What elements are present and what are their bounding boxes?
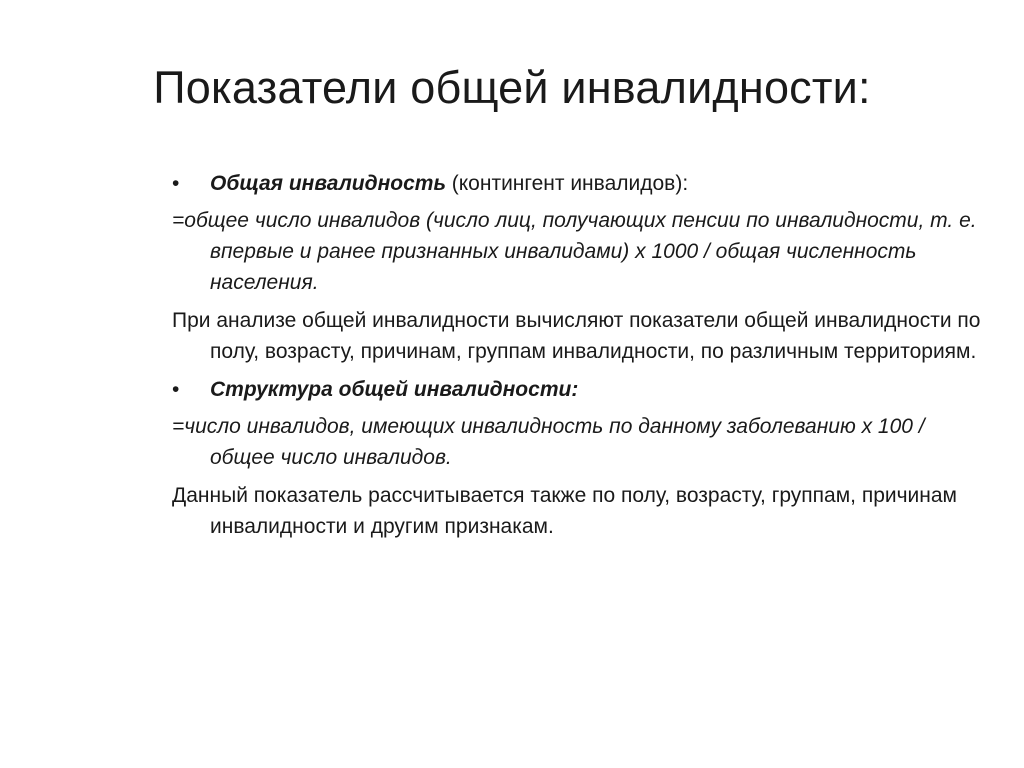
formula-structure: =число инвалидов, имеющих инвалидность по данному заболеванию х 100 / общее число инвалидов. bbox=[172, 415, 925, 469]
slide-title: Показатели общей инвалидности: bbox=[153, 62, 871, 113]
slide-content bbox=[172, 168, 992, 549]
formula-general-disability: =общее число инвалидов (число лиц, получающих пенсии по инвалидности, т. е. впервые и ранее признанных инвалидами) х 1000 / общая численность населения. bbox=[172, 209, 977, 294]
bullet-icon: • bbox=[172, 172, 180, 195]
paragraph-structure-note: Данный показатель рассчитывается также по полу, возрасту, группам, причинам инвалидности и другим признакам. bbox=[172, 484, 957, 538]
bullet-icon: • bbox=[172, 378, 180, 401]
term-general-disability-note: (контингент инвалидов): bbox=[445, 172, 689, 195]
paragraph-general-analysis: При анализе общей инвалидности вычисляют показатели общей инвалидности по полу, возрасту, причинам, группам инвалидности, по различным территориям. bbox=[172, 309, 981, 363]
bullet-item-general-disability bbox=[172, 168, 992, 199]
bullet-item-structure bbox=[172, 374, 992, 405]
term-general-disability: Общая инвалидность bbox=[210, 172, 446, 195]
term-structure: Структура общей инвалидности: bbox=[210, 378, 579, 401]
